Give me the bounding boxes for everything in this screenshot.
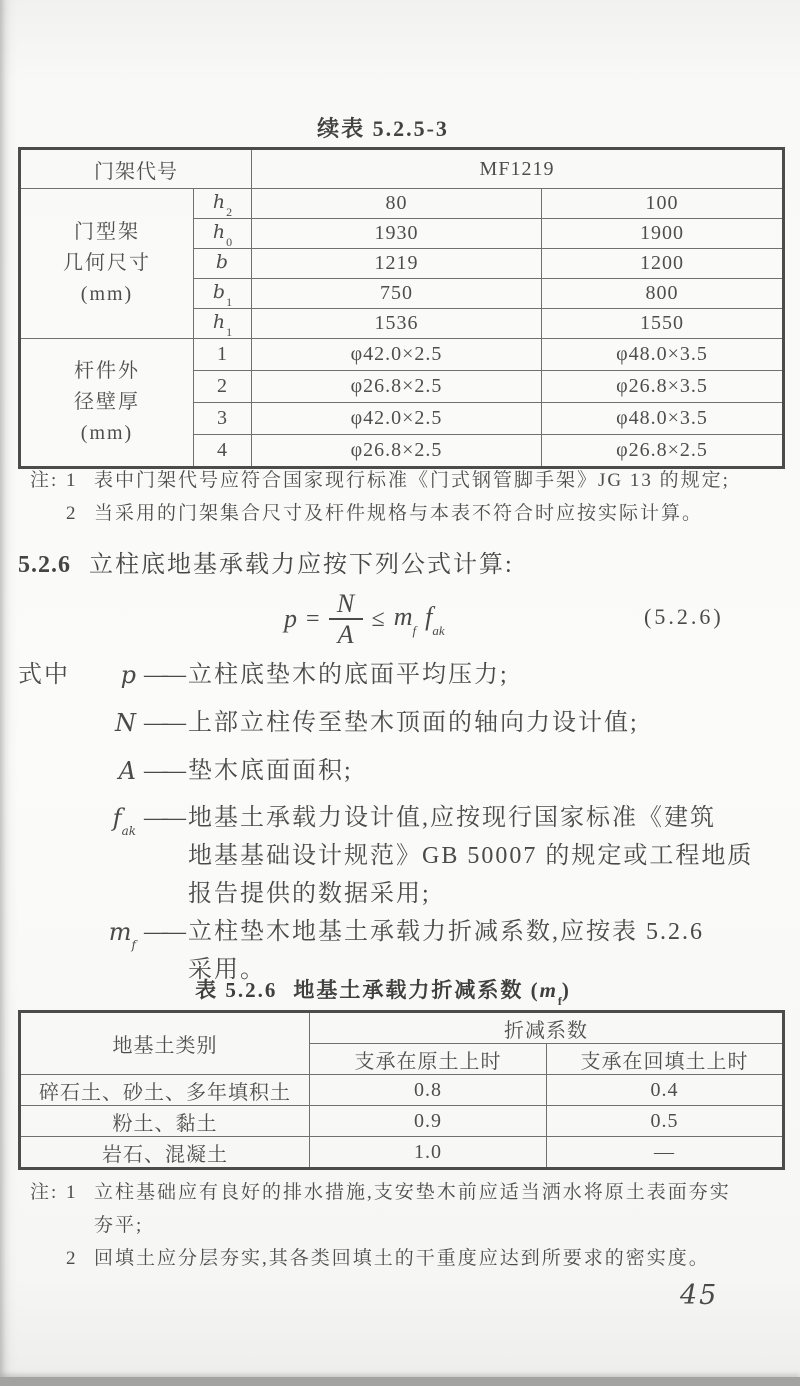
table-row — [20, 1137, 784, 1169]
equals-sign: = — [306, 605, 320, 632]
note-item — [30, 464, 778, 497]
soil-type-header: 地基土类别 — [20, 1012, 310, 1075]
table-row — [20, 189, 784, 219]
note-line: 表中门架代号应符合国家现行标准《门式钢管脚手架》JG 13 的规定; — [94, 470, 730, 491]
fraction — [329, 590, 363, 649]
definition-dash: —— — [144, 662, 180, 688]
reduction-factor-table — [18, 1010, 785, 1170]
note-label: 注: — [30, 470, 59, 491]
note-item — [30, 497, 778, 530]
note-number: 2 — [66, 503, 78, 524]
less-equal-sign: ≤ — [371, 605, 385, 632]
coefficient-symbol: $m_f$ — [393, 602, 417, 638]
table-cell: 0.4 — [547, 1075, 784, 1106]
group-label-line: 杆件外 — [74, 360, 140, 382]
section-number: 5.2.6 — [18, 552, 71, 578]
symbol: b — [212, 280, 227, 303]
coefficient-sub: f — [412, 622, 417, 638]
table-row — [20, 149, 784, 189]
table-cell: 0.9 — [310, 1106, 547, 1137]
symbol-cell — [194, 309, 252, 339]
note-item — [30, 1242, 778, 1275]
note-text — [94, 1242, 778, 1275]
symbol-sub: 2 — [226, 204, 233, 219]
scan-edge-shadow-left — [0, 0, 18, 1378]
note-item — [30, 1176, 778, 1242]
definition-line: 地基土承载力设计值,应按现行国家标准《建筑 — [188, 805, 716, 832]
table-cell: 0.8 — [310, 1075, 547, 1106]
definition-symbol: N — [115, 708, 136, 737]
bearing-capacity-symbol: $f_{ak}$ — [425, 602, 445, 638]
note-label-spacer — [30, 1242, 66, 1275]
table-cell: 1900 — [542, 219, 784, 249]
group-label-line: 门型架 — [74, 221, 140, 243]
table-cell: φ26.8×2.5 — [542, 435, 784, 468]
table2-caption — [0, 974, 766, 1009]
scan-edge-band-bottom — [0, 1377, 800, 1386]
group-label-geometry — [20, 189, 194, 339]
definition-symbol: A — [118, 756, 136, 785]
table-row — [20, 1075, 784, 1106]
note-line: 立柱基础应有良好的排水措施,支安垫木前应适当洒水将原土表面夯实 — [94, 1182, 731, 1203]
group-label-line: (mm) — [80, 283, 134, 305]
soil-category-cell: 碎石土、砂土、多年填积土 — [20, 1075, 310, 1106]
formula-lhs: p — [284, 604, 297, 633]
definition-dash: —— — [144, 757, 180, 784]
table1-notes — [30, 464, 778, 530]
page-number: 45 — [680, 1280, 719, 1311]
bearing-capacity-sub: ak — [432, 622, 445, 638]
gate-frame-dimensions-table — [18, 147, 785, 469]
group-label-line: (mm) — [80, 422, 134, 444]
table2-caption-number: 表 5.2.6 — [195, 978, 278, 1002]
table-header-frame-code: 门架代号 — [20, 149, 252, 189]
equation-number: (5.2.6) — [644, 604, 724, 629]
table2-caption-title: 地基土承载力折减系数 — [293, 978, 524, 1002]
table-cell: φ42.0×2.5 — [252, 339, 542, 371]
note-number: 1 — [66, 1182, 78, 1203]
table-cell: 1219 — [252, 249, 542, 279]
definition-dash: —— — [144, 805, 180, 832]
table-cell: φ26.8×2.5 — [252, 371, 542, 403]
definition-line: 地基基础设计规范》GB 50007 的规定或工程地质 — [188, 843, 754, 870]
table2-notes — [30, 1176, 778, 1275]
definition-text — [188, 752, 782, 800]
definition-dash: —— — [144, 919, 180, 946]
table2-caption-symbol: $(m_f)$ — [530, 978, 571, 1009]
table-cell: 1200 — [542, 249, 784, 279]
subheader-backfill-soil: 支承在回填土上时 — [547, 1044, 784, 1075]
definition-text — [188, 656, 782, 704]
table-cell: 1550 — [542, 309, 784, 339]
table-cell: φ42.0×2.5 — [252, 403, 542, 435]
definition-item — [18, 799, 782, 913]
definition-item — [18, 656, 782, 704]
table-cell: φ48.0×3.5 — [542, 403, 784, 435]
subheader-original-soil: 支承在原土上时 — [310, 1044, 547, 1075]
table-cell: 800 — [542, 279, 784, 309]
table-cell: φ26.8×2.5 — [252, 435, 542, 468]
symbol-cell — [194, 189, 252, 219]
table-row — [20, 1012, 784, 1044]
definition-line: 立柱垫木地基土承载力折减系数,应按表 5.2.6 — [188, 919, 704, 946]
table-row — [20, 1106, 784, 1137]
table-cell: φ26.8×3.5 — [542, 371, 784, 403]
table-cell: 1.0 — [310, 1137, 547, 1169]
symbol: h — [212, 190, 227, 213]
table-cell: 100 — [542, 189, 784, 219]
group-label-line: 几何尺寸 — [63, 252, 151, 274]
table-cell: φ48.0×3.5 — [542, 339, 784, 371]
fraction-numerator: N — [336, 588, 355, 618]
where-label: 式中 — [18, 662, 70, 688]
definition-line: 垫木底面面积; — [188, 757, 353, 784]
table-cell: 1536 — [252, 309, 542, 339]
definition-text — [188, 704, 782, 752]
table-cell: 750 — [252, 279, 542, 309]
table-row — [20, 339, 784, 371]
symbol-cell — [194, 249, 252, 279]
symbol-cell: 4 — [194, 435, 252, 468]
table-cell: 0.5 — [547, 1106, 784, 1137]
definition-symbol: $m_f$ — [108, 918, 136, 953]
group-label-tube-size — [20, 339, 194, 468]
note-text — [94, 1176, 778, 1242]
table-header-frame-model: MF1219 — [252, 149, 784, 189]
note-text — [94, 497, 778, 530]
symbol-definitions — [18, 656, 782, 989]
definition-dash: —— — [144, 709, 180, 736]
note-number: 2 — [66, 1248, 78, 1269]
definition-item — [18, 704, 782, 752]
table-cell: 1930 — [252, 219, 542, 249]
note-number: 1 — [66, 470, 78, 491]
section-heading — [18, 544, 782, 579]
symbol-sub: 0 — [226, 234, 233, 249]
section-title: 立柱底地基承载力应按下列公式计算: — [89, 552, 514, 578]
definition-line: 采用。 — [188, 957, 266, 984]
note-line: 夯平; — [94, 1215, 144, 1236]
definition-line: 报告提供的数据采用; — [188, 881, 431, 908]
symbol: h — [212, 220, 227, 243]
reduction-factor-header: 折减系数 — [310, 1012, 784, 1044]
definition-line: 立柱底垫木的底面平均压力; — [188, 662, 509, 688]
fraction-denominator: A — [337, 620, 354, 649]
note-line: 当采用的门架集合尺寸及杆件规格与本表不符合时应按实际计算。 — [94, 503, 704, 524]
definition-symbol: p — [120, 661, 136, 689]
formula-5-2-6 — [284, 588, 445, 650]
symbol-cell: 2 — [194, 371, 252, 403]
symbol-cell: 3 — [194, 403, 252, 435]
soil-category-cell: 岩石、混凝土 — [20, 1137, 310, 1169]
note-label: 注: — [30, 1182, 59, 1203]
symbol-sub: 1 — [226, 324, 233, 339]
table-continued-caption: 续表 5.2.5-3 — [317, 116, 449, 141]
note-text — [94, 464, 778, 497]
group-label-line: 径壁厚 — [74, 391, 140, 413]
definition-line: 上部立柱传至垫木顶面的轴向力设计值; — [188, 709, 639, 736]
soil-category-cell: 粉土、黏土 — [20, 1106, 310, 1137]
table-cell: — — [547, 1137, 784, 1169]
symbol-cell — [194, 219, 252, 249]
symbol-sub: 1 — [226, 294, 233, 309]
symbol-cell — [194, 279, 252, 309]
definition-text — [188, 799, 782, 913]
symbol: h — [212, 310, 227, 333]
definition-item — [18, 752, 782, 800]
table-cell: 80 — [252, 189, 542, 219]
symbol-cell: 1 — [194, 339, 252, 371]
symbol: b — [215, 250, 230, 273]
note-label-spacer — [30, 497, 66, 530]
note-line: 回填土应分层夯实,其各类回填土的干重度应达到所要求的密实度。 — [94, 1248, 710, 1269]
definition-symbol: $f_{ak}$ — [112, 804, 136, 839]
